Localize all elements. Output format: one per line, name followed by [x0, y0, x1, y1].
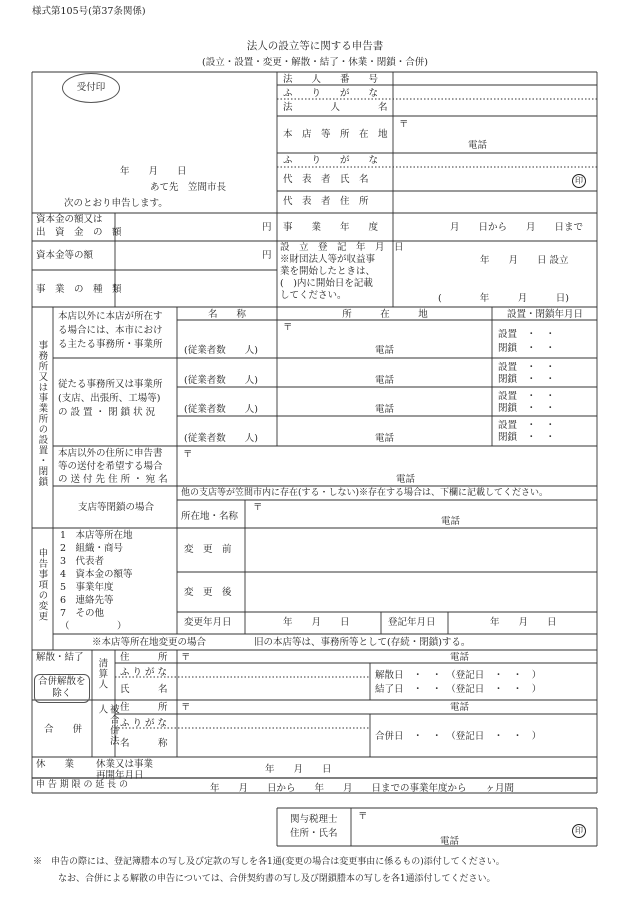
postal-mark: 〒 — [181, 702, 191, 713]
item-2: 2 組織・商号 — [60, 543, 124, 554]
postal-mark: 〒 — [358, 811, 368, 822]
address-label: 住 所 — [120, 702, 168, 713]
branch-note: 他の支店等が笠間市内に存在(する・しない)※存在する場合は、下欄に記載してください。 — [181, 488, 549, 498]
before-label: 変 更 前 — [184, 544, 232, 555]
item-5: 5 事業年度 — [60, 582, 114, 593]
setup-date[interactable]: 設置 ・ ・ — [498, 420, 556, 431]
merge-paren-2: 除く — [52, 688, 72, 700]
tel-label: 電話 — [375, 433, 395, 444]
mail-2: 等の送付を希望する場合 — [58, 461, 163, 472]
main-office-3: る主たる事務所・事業所 — [58, 339, 163, 350]
hq-address-label: 本 店 等 所 在 地 — [283, 129, 388, 140]
change-date-value[interactable]: 年 月 日 — [283, 617, 350, 628]
change-section-label: 申告事項の変更 — [36, 548, 48, 622]
yen-unit-1: 円 — [262, 222, 272, 233]
item-1: 1 本店等所在地 — [60, 530, 133, 541]
rep-address-label: 代 表 者 住 所 — [283, 196, 369, 207]
date-line[interactable]: 年 月 日 — [120, 166, 187, 177]
postal-mark: 〒 — [183, 449, 193, 460]
setup-date[interactable]: 設置 ・ ・ — [498, 329, 556, 340]
item-3: 3 代表者 — [60, 556, 105, 567]
sub-office-3: の 設 置 ・ 閉 鎖 状 況 — [58, 407, 156, 418]
tax-label-1: 関与税理士 — [290, 814, 338, 825]
form-title: 法人の設立等に関する申告書 — [246, 40, 384, 52]
dissolve-date[interactable]: 解散日 ・ ・ （登記日 ・ ・ ） — [375, 670, 542, 681]
postal-mark: 〒 — [399, 119, 409, 130]
employees[interactable]: (従業者数 人) — [184, 404, 258, 415]
item-7: 7 その他 — [60, 608, 105, 619]
col-name: 名 称 — [207, 309, 247, 320]
item-6: 6 連絡先等 — [60, 595, 114, 606]
employees[interactable]: (従業者数 人) — [184, 375, 258, 386]
fiscal-value[interactable]: 月 日から 月 日まで — [450, 222, 584, 233]
form-subtitle: (設立・設置・変更・解散・結了・休業・閉鎖・合併) — [202, 57, 428, 68]
tel-label: 電話 — [441, 516, 461, 527]
sub-office-1: 従たる事務所又は事業所 — [58, 379, 163, 390]
capital-label-1: 資本金の額又は — [36, 214, 103, 225]
main-office-1: 本店以外に本店が所在す — [58, 311, 163, 322]
est-label-3: 業を開始したときは、 — [280, 266, 376, 277]
item-4: 4 資本金の額等 — [60, 569, 133, 580]
name-label: 氏 名 — [120, 684, 168, 695]
addressee: あて先 笠間市長 — [150, 182, 227, 193]
form-number: 様式第105号(第37条関係) — [32, 6, 146, 17]
suspend-label-1: 休 業 — [36, 759, 75, 770]
liquidator-label: 清算人 — [96, 658, 108, 690]
est-label-5: してください。 — [280, 290, 347, 301]
merged-corp-label: 被合併法人 — [96, 704, 119, 746]
est-start-date[interactable]: ( 年 月 日) — [438, 293, 569, 304]
setup-date[interactable]: 設置 ・ ・ — [498, 362, 556, 373]
mail-1: 本店以外の住所に申告書 — [58, 448, 163, 459]
merge-label: 合 併 — [44, 724, 83, 735]
name-label: 名 称 — [120, 738, 168, 749]
employees[interactable]: (従業者数 人) — [184, 433, 258, 444]
close-date[interactable]: 閉鎖 ・ ・ — [498, 343, 556, 354]
business-type-label: 事 業 の 種 類 — [36, 284, 122, 295]
rep-furigana-label: ふ り が な — [283, 155, 379, 166]
furigana-label: ふ り が な — [120, 667, 168, 678]
reg-date-value[interactable]: 年 月 日 — [490, 617, 557, 628]
merge-paren-1: 合併解散を — [38, 676, 86, 687]
item-7-other[interactable]: （ ） — [60, 621, 127, 632]
after-label: 変 更 後 — [184, 587, 232, 598]
office-section-label: 事務所又は事業所の設置・閉鎖 — [36, 340, 48, 487]
receipt-stamp: 受付印 — [62, 73, 120, 103]
tel-label: 電話 — [375, 404, 395, 415]
change-date-label: 変更年月日 — [184, 617, 232, 628]
col-date: 設置・閉鎖年月日 — [506, 309, 584, 320]
tel-label: 電話 — [468, 140, 488, 151]
tel-label: 電話 — [450, 702, 470, 713]
tel-label: 電話 — [396, 474, 416, 485]
close-date[interactable]: 閉鎖 ・ ・ — [498, 403, 556, 414]
tel-label: 電話 — [440, 836, 460, 847]
hq-change-note: ※本店等所在地変更の場合 — [92, 637, 207, 648]
address-label: 住 所 — [120, 652, 168, 663]
close-date[interactable]: 閉鎖 ・ ・ — [498, 432, 556, 443]
merge-exclusion — [34, 674, 90, 703]
suspend-date[interactable]: 年 月 日 — [265, 764, 332, 775]
suspend-label-4: 再開年月日 — [96, 770, 144, 781]
employees[interactable]: (従業者数 人) — [184, 345, 258, 356]
seal-mark: 印 — [572, 174, 586, 188]
postal-mark: 〒 — [181, 652, 191, 663]
furigana-label: ふ り が な — [120, 718, 168, 729]
corp-number-label: 法 人 番 号 — [283, 74, 379, 85]
close-date[interactable]: 閉鎖 ・ ・ — [498, 374, 556, 385]
furigana-label: ふ り が な — [283, 88, 379, 99]
declaration: 次のとおり申告します。 — [64, 198, 168, 209]
capital-etc-label: 資本金等の額 — [36, 250, 94, 261]
ext-label-1: 申 告 期 限 の 延 長 の — [36, 780, 129, 790]
est-label-1: 設 立 登 記 年 月 日 — [280, 242, 404, 253]
dissolve-label: 解散・結了 — [36, 652, 84, 663]
suspend-label-3: 休業又は事業 — [96, 759, 154, 770]
seal-mark: 印 — [572, 824, 586, 838]
yen-unit-2: 円 — [262, 250, 272, 261]
corp-name-label: 法 人 名 — [283, 102, 388, 113]
tel-label: 電話 — [450, 652, 470, 663]
merge-date[interactable]: 合併日 ・ ・ （登記日 ・ ・ ） — [375, 731, 542, 742]
ext-value[interactable]: 年 月 日から 年 月 日までの事業年度から ヶ月間 — [210, 783, 515, 794]
note-2: なお、合併による解散の申告については、合併契約書の写し及び閉鎖謄本の写しを各1通添付してください。 — [58, 874, 496, 884]
sub-office-2: (支店、出張所、工場等) — [58, 393, 161, 404]
postal-mark: 〒 — [283, 322, 293, 333]
tel-label: 電話 — [375, 345, 395, 356]
fiscal-label: 事 業 年 度 — [283, 222, 379, 233]
tax-label-2: 住所・氏名 — [290, 828, 338, 839]
setup-date[interactable]: 設置 ・ ・ — [498, 391, 556, 402]
main-office-2: る場合には、本市におけ — [58, 325, 163, 336]
location-name-label: 所在地・名称 — [181, 511, 239, 522]
est-label-2: ※財団法人等が収益事 — [280, 254, 376, 265]
reg-date-label: 登記年月日 — [388, 617, 436, 628]
est-value[interactable]: 年 月 日 設立 — [480, 255, 569, 266]
mail-3: の 送 付 先 住 所 ・ 宛 名 — [58, 474, 168, 485]
col-location: 所 在 地 — [342, 309, 428, 320]
branch-close-label: 支店等閉鎖の場合 — [78, 502, 155, 513]
old-hq-note: 旧の本店等は、事務所等として(存続・閉鎖)する。 — [254, 637, 471, 648]
postal-mark: 〒 — [253, 502, 263, 513]
tel-label: 電話 — [375, 375, 395, 386]
note-1: ※ 申告の際には、登記簿謄本の写し及び定款の写しを各1通(変更の場合は変更事由に係るもの)添付してください。 — [33, 857, 505, 867]
conclude-date[interactable]: 結了日 ・ ・ （登記日 ・ ・ ） — [375, 684, 542, 695]
est-label-4: ( )内に開始日を記載 — [280, 278, 373, 289]
rep-name-label: 代 表 者 氏 名 — [283, 174, 369, 185]
capital-label-2: 出 資 金 の 額 — [36, 227, 122, 238]
